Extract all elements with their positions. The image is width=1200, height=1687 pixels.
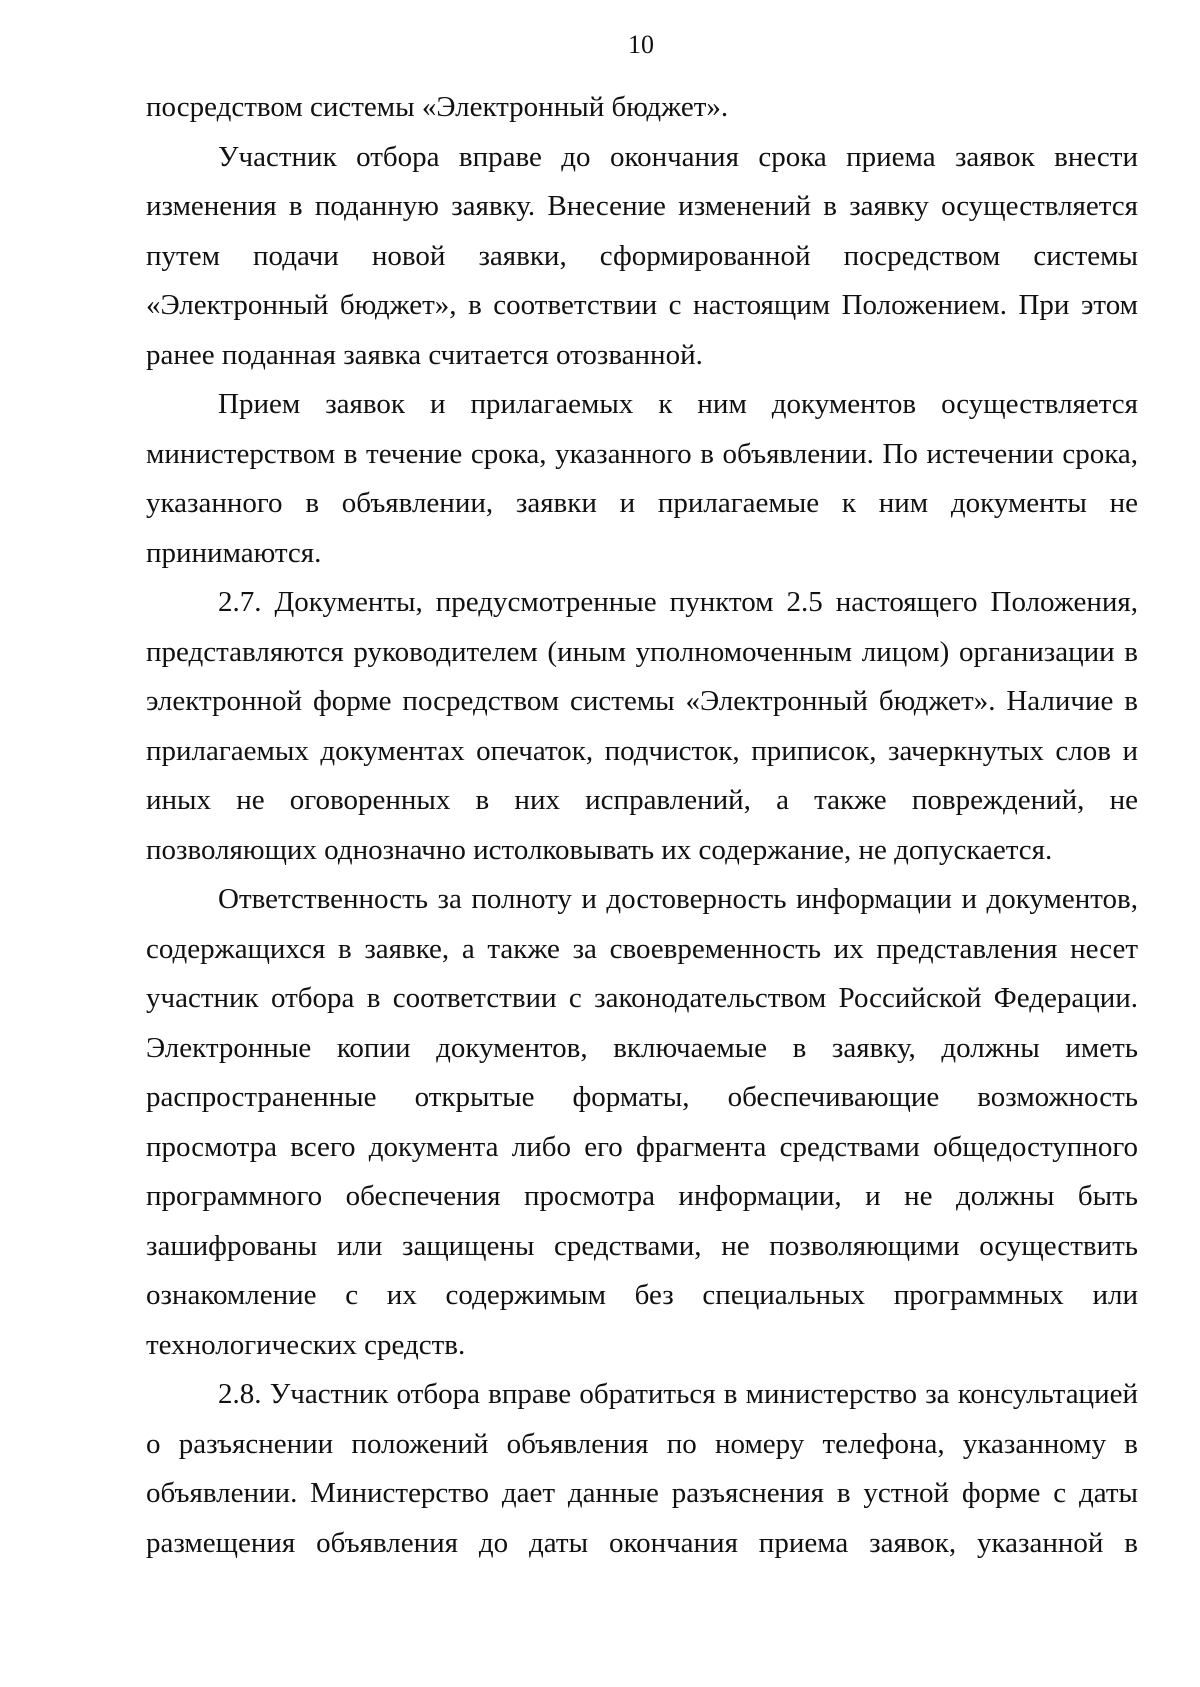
paragraph-2-8-consultation: 2.8. Участник отбора вправе обратиться в министерство за консультацией о разъяснении положений объявления по номеру телефона, указанному в объявлении. Министерство дает данные разъяснения в устной форме с даты размещения объявления до даты окончания приема заявок, указанной в (146, 1378, 1138, 1559)
paragraph-application-changes: Участник отбора вправе до окончания срока приема заявок внести изменения в поданную заявку. Внесение изменений в заявку осуществляется путем подачи новой заявки, сформированной посредством системы «Электронный бюджет», в соответствии с настоящим Положением. При этом ранее поданная заявка считается отозванной. (146, 140, 1138, 371)
paragraph-continuation: посредством системы «Электронный бюджет». (146, 91, 729, 123)
page-number: 10 (628, 30, 654, 59)
paragraph-application-acceptance: Прием заявок и прилагаемых к ним документов осуществляется министерством в течение срока, указанного в объявлении. По истечении срока, указанного в объявлении, заявки и прилагаемые к ним документы не принимаются. (146, 388, 1138, 569)
paragraph-responsibility: Ответственность за полноту и достоверность информации и документов, содержащихся в заявке, а также за своевременность их представления несет участник отбора в соответствии с законодательством Российской Федерации. Электронные копии документов, включаемые в заявку, должны иметь распространенные открытые форматы, обеспечивающие возможность просмотра всего документа либо его фрагмента средствами общедоступного программного обеспечения просмотра информации, и не должны быть зашифрованы или защищены средствами, не позволяющими осуществить ознакомление с их содержимым без специальных программных или технологических средств. (146, 883, 1138, 1361)
document-body (146, 83, 1138, 1568)
paragraph-2-7-documents: 2.7. Документы, предусмотренные пунктом 2.5 настоящего Положения, представляются руководителем (иным уполномоченным лицом) организации в электронной форме посредством системы «Электронный бюджет». Наличие в прилагаемых документах опечаток, подчисток, приписок, зачеркнутых слов и иных не оговоренных в них исправлений, а также повреждений, не позволяющих однозначно истолковывать их содержание, не допускается. (146, 586, 1138, 866)
